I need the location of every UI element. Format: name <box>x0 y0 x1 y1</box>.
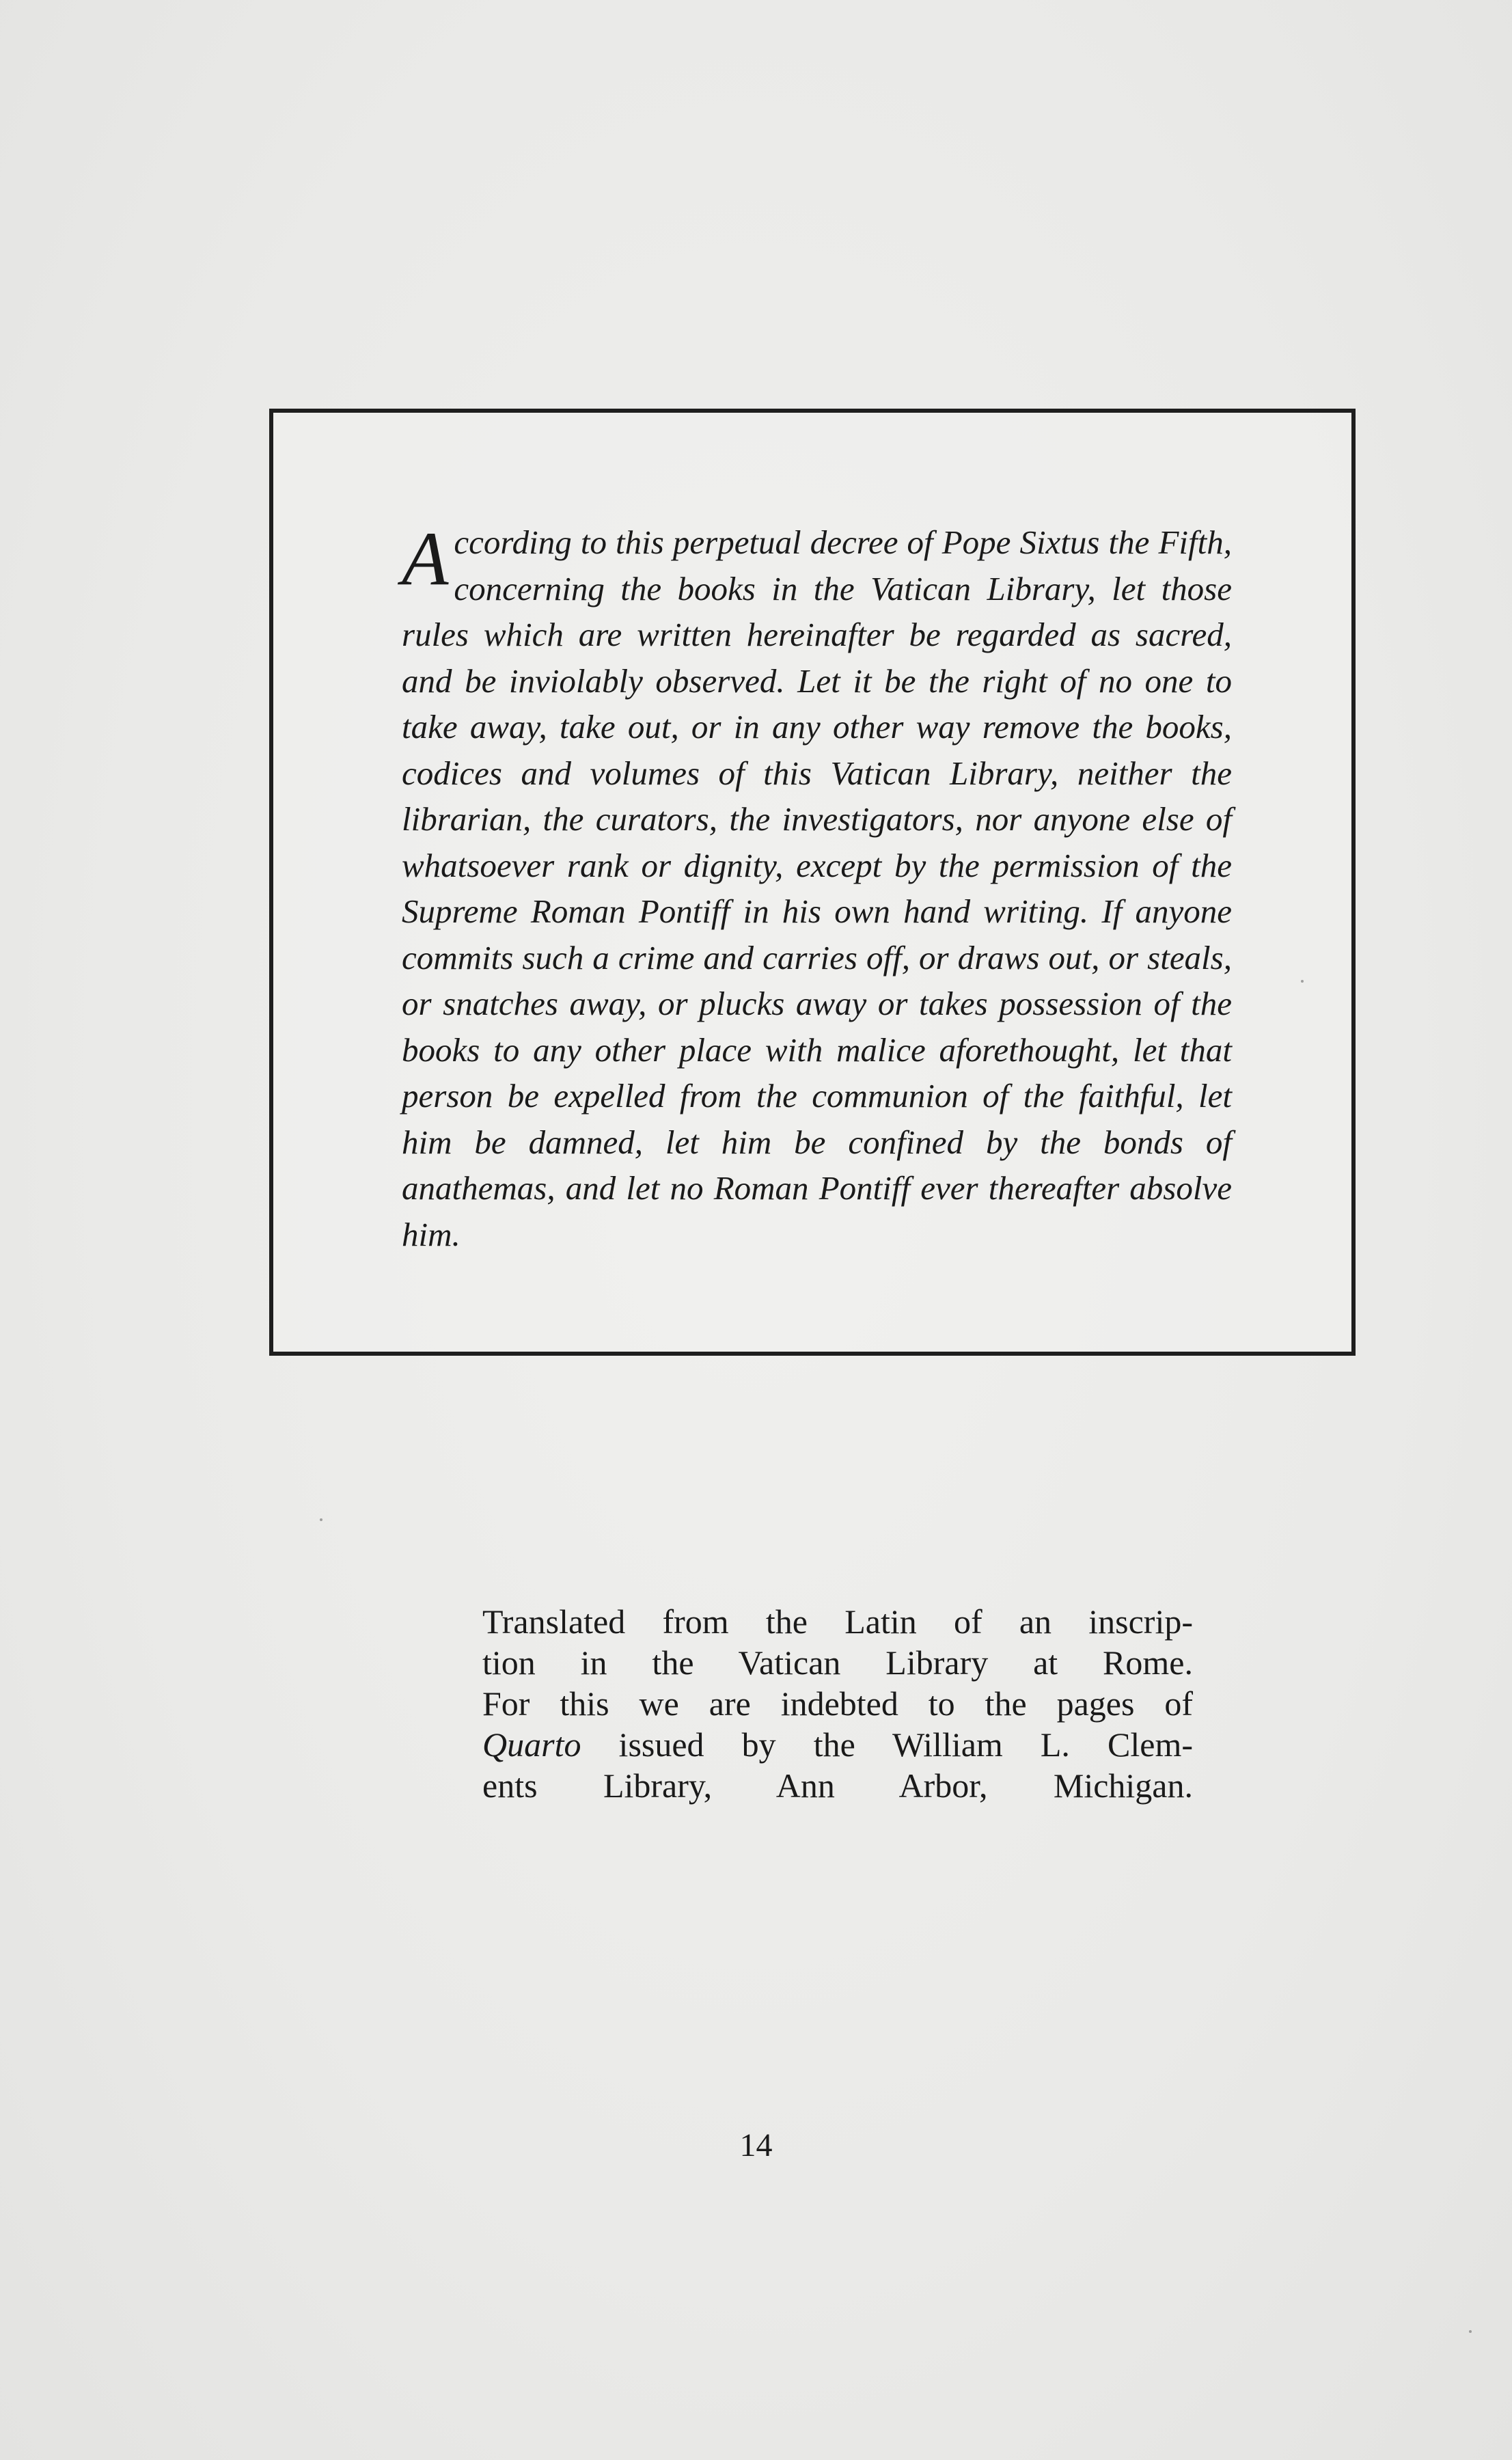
quarto-title: Quarto <box>482 1725 581 1764</box>
note-line-1: Translated from the Latin of an inscrip- <box>482 1602 1193 1641</box>
note-line-2: tion in the Vatican Library at Rome. <box>482 1643 1193 1682</box>
inscription-text <box>402 519 1232 1257</box>
paper-speck <box>1469 2330 1472 2333</box>
translation-note <box>482 1601 1193 1806</box>
inscription-first-line: ccording to this perpetual decree of Pope Sixtus the <box>454 523 1150 561</box>
note-line-5: ents Library, Ann Arbor, Michigan. <box>482 1766 1193 1805</box>
paper-speck <box>1301 980 1304 983</box>
show-through-heading <box>383 217 1366 258</box>
drop-cap: A <box>402 517 449 601</box>
inscription-body: Fifth, concerning the books in the Vatican Library, let those rules which are written hereinafter be regarded as sacred, and be inviolably observed. Let it be the right of no one to take away, take out, or in any other way remove the books, codices and volumes of this Vatican Library, neither the librarian, the curators, the investigators, nor anyone else of whatsoever rank or dignity, except by the permission of the Supreme Roman Pontiff in his own hand writing. If anyone commits such a crime and carries off, or draws out, or steals, or snatches away, or plucks away or takes possession of the books to any other place with malice aforethought, let that person be expelled from the communion of the faithful, let him be damned, let him be confined by the bonds of anathemas, and let no Roman Pontiff ever thereafter absolve him. <box>402 523 1232 1253</box>
paper-speck <box>320 1518 322 1521</box>
page-number: 14 <box>739 2127 773 2163</box>
note-line-4-rest: issued by the William L. Clem- <box>581 1725 1193 1764</box>
note-line-3: For this we are indebted to the pages of <box>482 1684 1193 1723</box>
note-line-4 <box>482 1724 1193 1765</box>
